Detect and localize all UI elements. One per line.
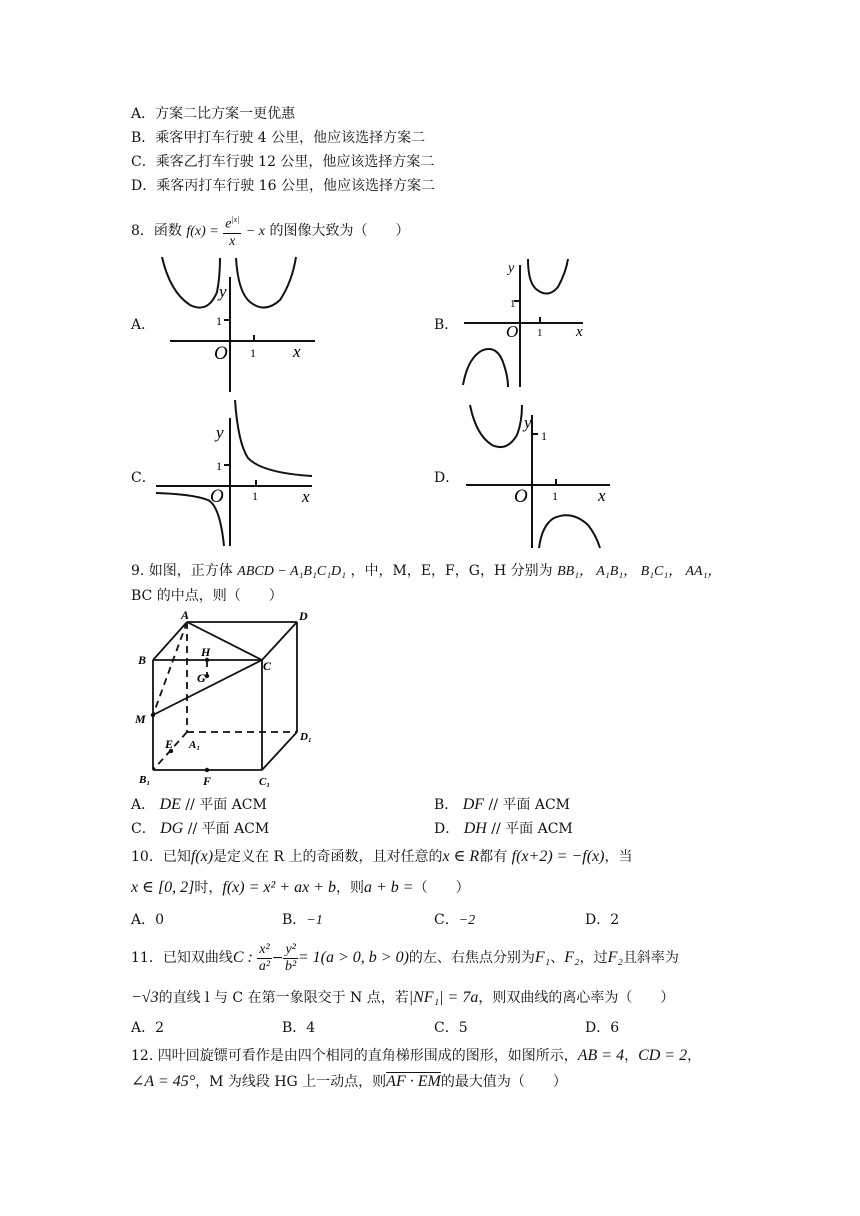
q9-option-a: A． DE // 平面 ACM — [131, 796, 267, 813]
q9-option-d: D． DH // 平面 ACM — [434, 820, 573, 837]
q9-prefix: 9. 如图，正方体 — [131, 563, 233, 579]
one-label: 1 — [216, 314, 222, 328]
x-label: x — [293, 342, 301, 361]
one-label: 1 — [216, 459, 222, 473]
q10-line1: 10．已知f(x)是定义在 R 上的奇函数，且对任意的x ∈ R都有 f(x+2) = −f(x)，当 — [131, 848, 633, 865]
y-label: y — [524, 413, 532, 432]
q8-prefix: 8．函数 — [131, 222, 182, 239]
q8-graph-a — [150, 252, 320, 397]
q8-label-d: D． — [434, 470, 460, 486]
label-M: M — [135, 712, 146, 726]
q10-option-c: C．−2 — [434, 912, 476, 928]
q11-option-a: A．2 — [131, 1020, 165, 1036]
q9-cube: ABCD − A₁B₁C₁D₁ — [237, 564, 347, 579]
q8-label-a: A． — [131, 317, 156, 333]
label-A1: A₁ — [189, 739, 201, 751]
label-C: C — [263, 659, 272, 673]
x-label: x — [576, 324, 583, 340]
origin-label: O — [214, 343, 228, 364]
x-label: x — [598, 486, 606, 505]
q9-stem-line2: BC 的中点，则（ ） — [131, 588, 283, 604]
q8-stem — [131, 212, 409, 248]
label-F: F — [203, 774, 212, 788]
one-tick-label: 1 — [537, 327, 543, 339]
origin-label: O — [506, 322, 519, 341]
one-label: 1 — [510, 298, 516, 310]
q9-segments: BB₁， A₁B₁， B₁C₁， AA₁， — [557, 564, 722, 579]
curve-left — [463, 349, 508, 387]
q8-graph-c — [152, 398, 324, 548]
q8-fraction — [223, 212, 241, 250]
one-label: 1 — [541, 429, 547, 443]
one-tick-label: 1 — [552, 489, 558, 503]
q8-frac-num: e — [225, 216, 232, 232]
q11-option-c: C．5 — [434, 1020, 468, 1036]
origin-label: O — [514, 486, 528, 507]
q8-label-c: C． — [131, 470, 156, 486]
one-tick-label: 1 — [250, 346, 256, 360]
q12-line1: 12. 四叶回旋镖可看作是由四个相同的直角梯形围成的图形，如图所示，AB = 4，CD = 2， — [131, 1047, 702, 1064]
curve-right — [235, 400, 312, 476]
q11-line1: 11．已知双曲线C : $\frac{\text{x²}}{\text{a²}}$ − $\frac{\text{y²}}{\text{b²}}$ = 1(a > 0, b > 0)的左、右焦点分别为F₁、F₂，过F₂且斜率为 — [131, 941, 679, 974]
q11-line2: −√3的直线 l 与 C 在第一象限交于 N 点，若|NF₁| = 7a，则双曲线的离心率为（ ） — [131, 989, 675, 1006]
curve-left — [162, 257, 220, 308]
y-label: y — [508, 261, 515, 276]
q7-option-d: D．乘客丙打车行驶 16 公里，他应该选择方案二 — [131, 178, 435, 194]
label-H: H — [201, 645, 211, 659]
q8-label-b: B． — [434, 317, 459, 333]
label-B1: B₁ — [139, 774, 151, 786]
q11-option-b: B．4 — [282, 1020, 316, 1036]
q9-option-b: B． DF // 平面 ACM — [434, 796, 571, 813]
q10-option-a: A．0 — [131, 912, 165, 928]
q9-mid: ，中，M，E，F，G，H 分别为 — [350, 563, 553, 579]
label-E: E — [165, 737, 174, 751]
q8-graph-b — [458, 257, 593, 389]
q10-line2: x ∈ [0, 2]时，f(x) = x² + ax + b，则a + b =（ ） — [131, 879, 470, 896]
label-B: B — [138, 653, 147, 667]
label-D1: D₁ — [300, 731, 312, 743]
q7-option-a: A．方案二比方案一更优惠 — [131, 106, 296, 122]
curve-right — [539, 515, 600, 548]
label-C1: C₁ — [259, 776, 271, 788]
q7-option-c: C．乘客乙打车行驶 12 公里，他应该选择方案二 — [131, 154, 435, 170]
q8-func-left: f(x) = — [186, 223, 219, 239]
x-label: x — [302, 487, 310, 506]
q11-option-d: D．6 — [585, 1020, 620, 1036]
y-label: y — [216, 423, 224, 442]
curve-right — [528, 259, 568, 294]
one-tick-label: 1 — [252, 489, 258, 503]
q10-option-d: D．2 — [585, 912, 620, 928]
label-G: G — [197, 671, 206, 685]
y-label: y — [219, 282, 227, 301]
q7-option-b: B．乘客甲打车行驶 4 公里，他应该选择方案二 — [131, 130, 426, 146]
q8-func-right: − x — [245, 223, 265, 239]
origin-label: O — [210, 486, 224, 507]
curve-left — [470, 405, 522, 447]
q10-option-b: B．−1 — [282, 912, 323, 928]
q9-cube-figure — [135, 608, 325, 788]
q8-graph-d — [462, 400, 617, 550]
q8-suffix: 的图像大致为（ ） — [269, 222, 410, 239]
curve-right — [236, 257, 296, 308]
q8-frac-sup: |x| — [231, 215, 240, 224]
label-D: D — [299, 609, 308, 623]
label-A: A — [181, 608, 190, 622]
q9-option-c: C． DG // 平面 ACM — [131, 820, 270, 837]
q12-line2: ∠A = 45°，M 为线段 HG 上一动点，则AF · EM的最大值为（ ） — [131, 1073, 567, 1090]
q9-stem-line1 — [131, 561, 721, 582]
q8-frac-den: x — [229, 233, 236, 249]
